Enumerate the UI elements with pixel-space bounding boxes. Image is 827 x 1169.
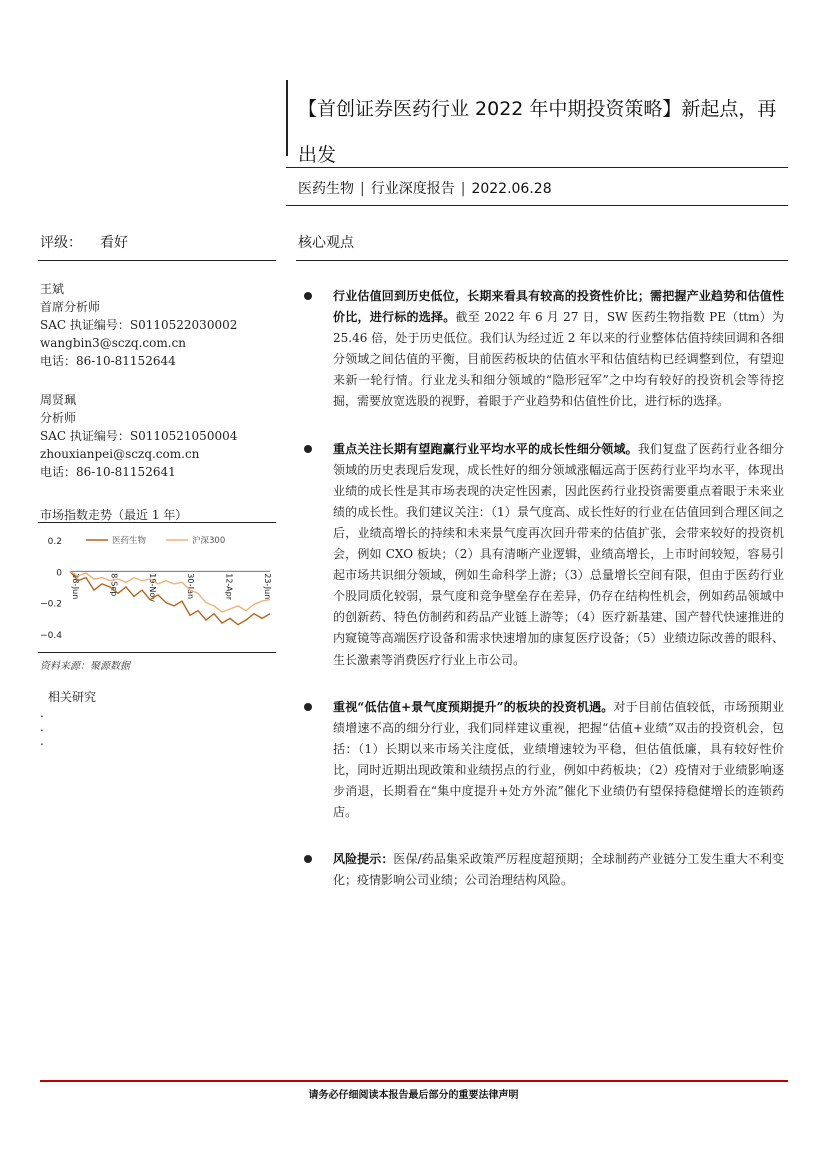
rating-label: 评级： — [40, 235, 82, 251]
x-tick-label: 12-Apr — [224, 573, 234, 601]
rating — [40, 232, 128, 252]
report-title: 【首创证券医药行业 2022 年中期投资策略】新起点，再出发 — [298, 98, 777, 166]
point-heading: 重点关注长期有望跑赢行业平均水平的成长性细分领域。 — [333, 441, 638, 456]
report-sector: 医药生物 — [298, 181, 354, 197]
core-heading: 核心观点 — [298, 235, 354, 251]
analyst-card — [40, 391, 237, 481]
legal-notice[interactable]: 请务必仔细阅读本报告最后部分的重要法律声明 — [308, 1090, 519, 1101]
related-research-list — [40, 706, 44, 748]
rating-divider — [38, 260, 276, 261]
chart-title: 市场指数走势（最近 1 年） — [40, 508, 188, 522]
market-index-chart — [38, 522, 276, 650]
point-text: 对于目前估值较低，市场预期业绩增速不高的细分行业，我们同样建议重视，把握“估值+业绩”双击的投资机会，包括：（1）长期以来市场关注度低，业绩增速较为平稳，但估值低廉，具有较好性价比，同时近期出现政策和业绩拐点的行业，例如中药板块；（2）疫情对于业绩影响逐步消退，长期看在“集中度提升+处方外流”催化下业绩仍有望保持稳健增长的连锁药店。 — [333, 699, 784, 820]
y-tick-label: −0.2 — [40, 599, 62, 610]
analyst-role: 分析师 — [40, 411, 77, 425]
analyst-name: 周贤珮 — [40, 393, 77, 407]
bullet-icon — [304, 855, 312, 863]
point-text: 我们复盘了医药行业各细分领域的历史表现后发现，成长性好的细分领域涨幅远高于医药行业平均水平，体现出业绩的成长性是其市场表现的决定性因素，因此医药行业投资需要重点着眼于未来业绩的成长性。我们建议关注：（1）景气度高、成长性好的行业在估值回到合理区间之后，业绩高增长的持续和未来景气度再次回升带来的估值扩张，会带来较好的投资机会，例如 CXO 板块；（2）具有清晰产业逻辑，业绩高增长，上市时间较短，容易引起市场共识细分领域，例如生命科学上游；（3）总量增长空间有限，但由于医药行业个股同质化较弱，景气度和竞争壁垒存在差异，仍存在结构性机会，例如药品领域中的创新药、特色仿制药和药品产业链上游等；（4）医疗新基建、国产替代快速推进的内窥镜等高端医疗设备和需求快速增加的康复医疗设备；（5）业绩边际改善的眼科、生长激素等消费医疗行业上市公司。 — [333, 441, 784, 667]
core-point — [304, 697, 784, 824]
related-item[interactable]: . — [40, 734, 44, 748]
title-divider — [286, 167, 788, 168]
x-tick-label: 19-Nov — [147, 573, 157, 602]
analyst-phone: 电话：86-10-81152644 — [40, 354, 176, 368]
core-divider — [296, 260, 788, 261]
report-type: 行业深度报告 — [370, 181, 455, 197]
chart-bottom-divider — [38, 652, 276, 653]
analyst-phone: 电话：86-10-81152641 — [40, 465, 176, 479]
report-date: 2022.06.28 — [471, 181, 552, 197]
subtitle-divider — [286, 205, 788, 206]
analyst-card — [40, 280, 237, 370]
rating-value: 看好 — [100, 235, 128, 251]
point-heading: 行业估值回到历史低位，长期来看具有较高的投资性价比；需把握产业趋势和估值性价比，进行标的选择。 — [333, 289, 784, 325]
related-item[interactable]: . — [40, 720, 44, 734]
series-line — [70, 571, 270, 612]
x-tick-label: 28-Jun — [71, 573, 80, 600]
x-tick-label: 30-Jan — [186, 573, 196, 600]
core-point — [304, 849, 784, 891]
series-line — [70, 571, 270, 624]
point-text: 医保/药品集采政策严厉程度超预期；全球制药产业链分工发生重大不利变化；疫情影响公司业绩；公司治理结构风险。 — [333, 852, 784, 888]
report-subtitle: 医药生物 | 行业深度报告 | 2022.06.28 — [298, 181, 552, 197]
point-text: 截至 2022 年 6 月 27 日，SW 医药生物指数 PE（ttm）为 25.46 倍，处于历史低位。我们认为经过近 2 年以来的行业整体估值持续回调和各细分领域之间估值的平衡，目前医药板块的估值水平和估值结构已经调整到位，有望迎来新一轮行情。行业龙头和细分领域的“隐形冠军”之中均有较好的投资机会等待挖掘，需要放宽选股的视野，着眼于产业趋势和估值性价比，进行标的选择。 — [333, 310, 784, 409]
chart-source: 资料来源：聚源数据 — [40, 661, 130, 672]
core-point — [304, 286, 784, 413]
analyst-name: 王斌 — [40, 282, 65, 296]
bullet-icon — [304, 445, 312, 453]
title-accent-bar — [286, 80, 288, 156]
legend-label: 医药生物 — [112, 536, 147, 546]
bullet-icon — [304, 703, 312, 711]
analyst-email[interactable]: wangbin3@sczq.com.cn — [40, 336, 187, 350]
analyst-email[interactable]: zhouxianpei@sczq.com.cn — [40, 447, 200, 461]
bullet-icon — [304, 292, 312, 300]
related-research-title: 相关研究 — [48, 690, 97, 704]
analyst-role: 首席分析师 — [40, 300, 101, 314]
x-tick-label: 23-Jun — [263, 573, 272, 600]
y-tick-label: 0.2 — [47, 536, 62, 547]
point-heading: 重视“低估值+景气度预期提升”的板块的投资机遇。 — [333, 699, 614, 714]
analyst-sac: SAC 执证编号：S0110522030002 — [40, 318, 238, 332]
y-tick-label: 0 — [56, 568, 62, 579]
y-tick-label: −0.4 — [40, 631, 62, 642]
core-point — [304, 439, 784, 671]
footer-divider — [40, 1080, 788, 1082]
point-heading: 风险提示： — [333, 852, 394, 867]
legend-label: 沪深300 — [192, 536, 226, 546]
x-tick-label: 8-Sep — [109, 573, 119, 597]
core-points — [304, 286, 784, 917]
analyst-sac: SAC 执证编号：S0110521050004 — [40, 429, 238, 443]
related-item[interactable]: . — [40, 706, 44, 720]
